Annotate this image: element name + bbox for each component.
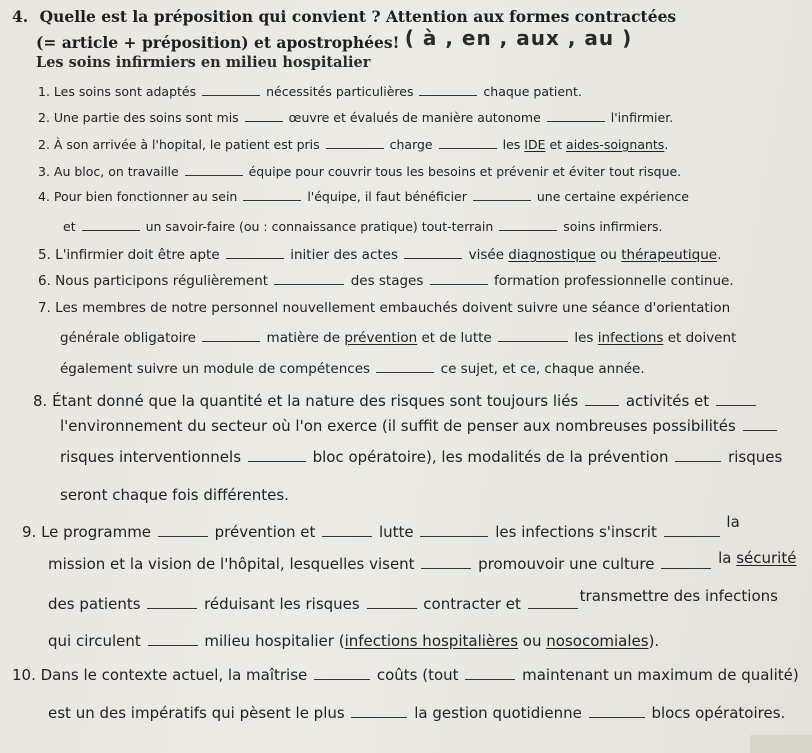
text: prévention et [214,523,316,541]
sentence-1 [38,86,582,99]
text: ou [522,632,542,650]
blank[interactable] [326,147,384,149]
text: l'environnement du secteur où l'on exerce (il suffit de penser aux nombreuses possibilités [60,417,736,435]
blank[interactable] [82,229,140,231]
text: . [664,137,669,152]
blank[interactable] [589,716,645,718]
sentence-11-cont [48,706,785,721]
sentence-9-cont3 [60,488,289,503]
text: une certaine expérience [536,189,689,204]
sentence-8-cont2 [60,363,645,377]
text: et de lutte [421,330,492,346]
text: réduisant les risques [204,595,360,613]
text: blocs opératoires. [651,704,786,722]
instruction-line2-text: (= article + préposition) et apostrophées! [36,33,400,52]
handwritten-prepositions: ( à , en , aux , au ) [404,26,633,50]
text: ). [648,632,660,650]
sentence-10 [22,513,740,541]
text: . [717,247,722,263]
text: est un des impératifs qui pèsent le plus [48,704,345,722]
blank[interactable] [585,404,619,406]
underlined-term: sécurité [736,549,797,567]
text: les [502,137,521,152]
underlined-term: infections [597,330,664,346]
blank[interactable] [498,340,568,342]
sentence-10-cont2 [48,587,778,613]
blank[interactable] [716,404,756,406]
text: matière de [266,330,341,346]
text: un savoir-faire (ou : connaissance pratique) tout-terrain [145,219,494,234]
text: mission et la vision de l'hôpital, lesquelles visent [48,555,415,573]
blank[interactable] [322,535,372,537]
blank[interactable] [314,678,370,680]
text: 8. Étant donné que la quantité et la nature des risques sont toujours liés [33,392,579,410]
blank[interactable] [661,567,711,569]
text: formation professionnelle continue. [494,273,734,289]
blank[interactable] [226,257,284,259]
blank[interactable] [664,535,720,537]
sentence-5 [38,191,689,204]
text: coûts (tout [376,666,459,684]
sentence-9-cont2 [60,450,782,465]
text: 7. Les membres de notre personnel nouvellement embauchés doivent suivre une séance d'orientation [38,300,731,316]
text: 5. L'infirmier doit être apte [38,247,220,263]
sentence-6 [38,249,721,263]
blank[interactable] [420,535,488,537]
text: soins infirmiers. [563,219,663,234]
blank[interactable] [202,94,260,96]
text: également suivre un module de compétences [60,361,371,377]
blank[interactable] [147,607,197,609]
text: la gestion quotidienne [414,704,582,722]
blank[interactable] [499,229,557,231]
exercise-instruction: Quelle est la préposition qui convient ? Attention aux formes contractées [39,7,677,26]
exercise-title [12,9,676,25]
section-subtitle: Les soins infirmiers en milieu hospitalier [36,54,371,71]
text: milieu hospitalier ( [204,632,345,650]
text: 6. Nous participons régulièrement [38,273,269,289]
underlined-term: nosocomiales [546,632,649,650]
text: des stages [350,273,424,289]
text: 2. Une partie des soins sont mis [38,110,239,125]
sentence-7 [38,275,734,289]
text: promouvoir une culture [478,555,655,573]
sentence-2 [38,112,673,125]
text: 4. Pour bien fonctionner au sein [38,189,238,204]
blank[interactable] [430,283,488,285]
text: charge [389,137,433,152]
text: nécessités particulières [266,84,414,99]
text: ou [600,247,617,263]
sentence-9 [33,394,758,409]
text: 3. Au bloc, on travaille [38,164,179,179]
text: lutte [378,523,414,541]
underlined-term: prévention [344,330,418,346]
text: et [63,219,76,234]
blank[interactable] [465,678,515,680]
text: activités et [625,392,710,410]
text: ce sujet, et ce, chaque année. [440,361,645,377]
text: chaque patient. [483,84,582,99]
blank[interactable] [243,199,301,201]
sentence-3 [38,139,668,152]
text: les infections s'inscrit [495,523,657,541]
blank[interactable] [351,716,407,718]
underlined-term: thérapeutique [621,247,718,263]
blank[interactable] [158,535,208,537]
text: bloc opératoire), les modalités de la prévention [312,448,669,466]
blank[interactable] [439,147,497,149]
sentence-8 [38,302,730,316]
text: 9. Le programme [22,523,152,541]
blank[interactable] [148,644,198,646]
text: 2. À son arrivée à l'hopital, le patient est pris [38,137,320,152]
exercise-instruction-line2 [36,26,633,52]
blank[interactable] [245,120,283,122]
text: équipe pour couvrir tous les besoins et prévenir et éviter tout risque. [248,164,682,179]
underlined-term: diagnostique [508,247,596,263]
text: initier des actes [290,247,399,263]
text: la [718,549,732,567]
blank[interactable] [202,340,260,342]
blank[interactable] [675,460,721,462]
page-shadow [750,735,812,753]
text: 1. Les soins sont adaptés [38,84,197,99]
blank[interactable] [421,567,471,569]
underlined-term: aides-soignants [566,137,665,152]
text: générale obligatoire [60,330,196,346]
sentence-9-cont [60,419,779,434]
blank[interactable] [248,460,306,462]
blank[interactable] [376,371,434,373]
sentence-5-cont [63,221,663,234]
text: la [726,513,740,531]
sentence-8-cont [60,332,736,346]
blank[interactable] [185,174,243,176]
text: des patients [48,595,141,613]
underlined-term: infections hospitalières [344,632,519,650]
sentence-11 [12,668,799,683]
blank[interactable] [547,120,605,122]
sentence-4 [38,166,681,179]
blank[interactable] [528,607,578,609]
text: maintenant un maximum de qualité) [522,666,799,684]
text: seront chaque fois différentes. [60,486,289,504]
text: et [549,137,563,152]
underlined-term: IDE [524,137,546,152]
text: visée [468,247,504,263]
sentence-10-cont3 [48,634,659,649]
text: et doivent [667,330,737,346]
blank[interactable] [367,607,417,609]
text: risques [728,448,783,466]
text: transmettre des infections [579,587,778,605]
text: qui circulent [48,632,141,650]
blank[interactable] [743,429,777,431]
exercise-number: 4. [12,7,29,26]
text: l'équipe, il faut bénéficier [307,189,467,204]
blank[interactable] [404,257,462,259]
text: œuvre et évalués de manière autonome [288,110,541,125]
text: les [574,330,594,346]
blank[interactable] [473,199,531,201]
sentence-10-cont [48,549,797,573]
text: 10. Dans le contexte actuel, la maîtrise [12,666,308,684]
blank[interactable] [419,94,477,96]
blank[interactable] [274,283,344,285]
text: l'infirmier. [610,110,674,125]
text: risques interventionnels [60,448,242,466]
text: contracter et [423,595,521,613]
